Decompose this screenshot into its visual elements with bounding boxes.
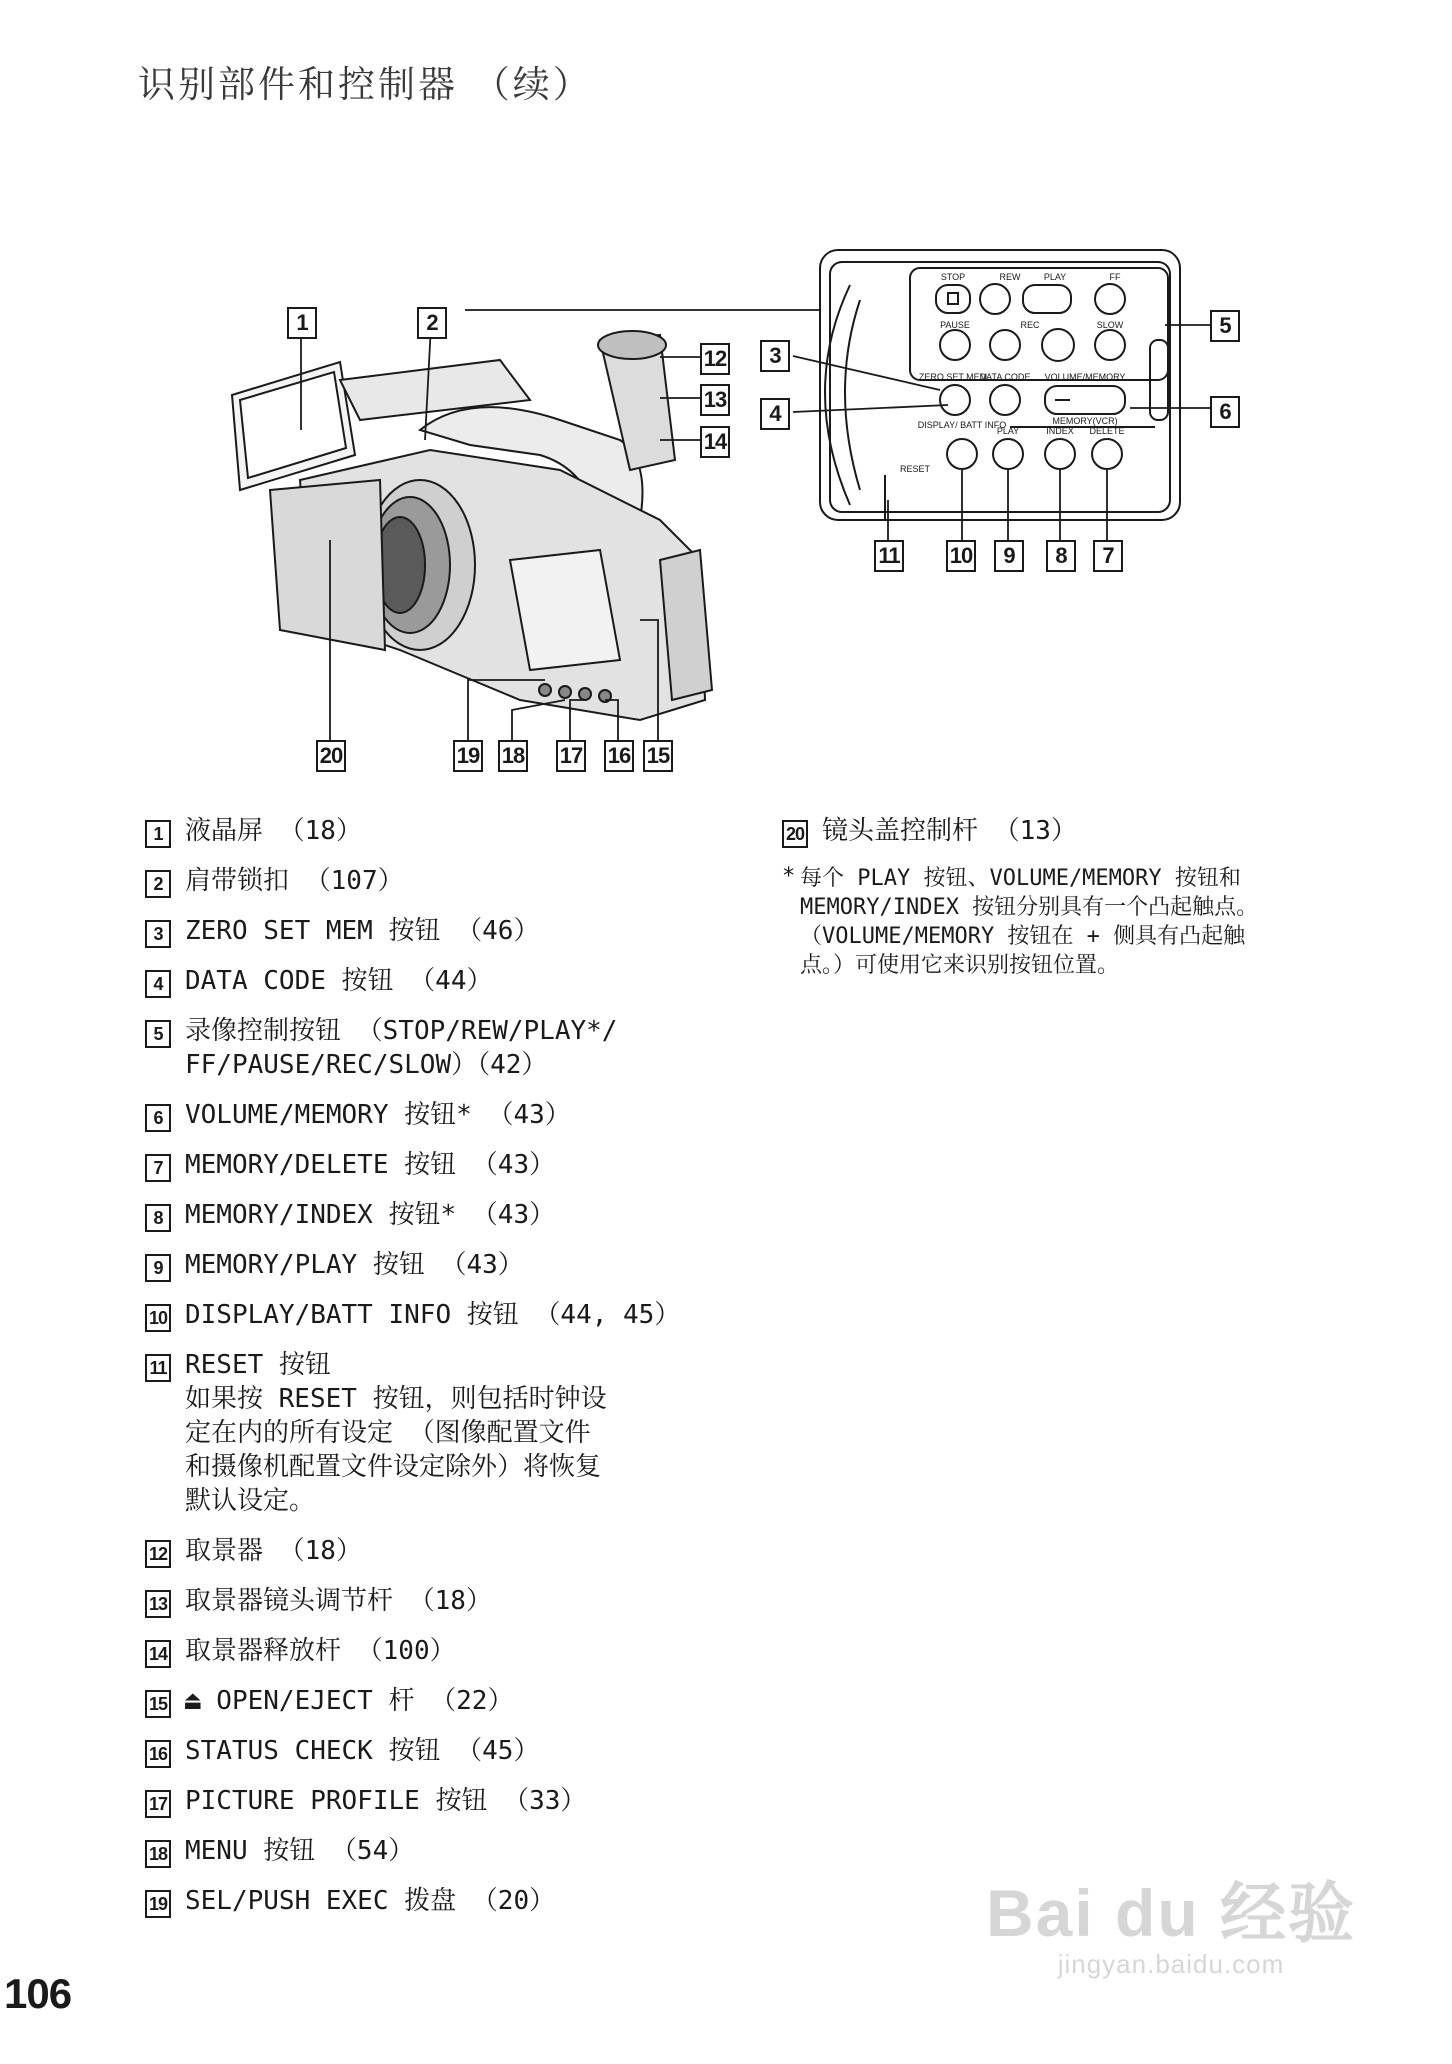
list-item [145,1734,745,1768]
label-delete: DELETE [1089,426,1125,436]
list-item [145,1148,745,1182]
callout-14: 14 [700,426,730,458]
item-text: VOLUME/MEMORY 按钮* （43） [185,1100,571,1130]
callout-2: 2 [417,307,447,339]
label-pause: PAUSE [940,320,970,330]
label-memory-vcr: MEMORY(VCR) [1052,416,1118,426]
item-text: 录像控制按钮 （STOP/REW/PLAY*/ FF/PAUSE/REC/SLOW）（42） [185,1016,618,1080]
callout-5: 5 [1210,310,1240,342]
label-display-batt-info: DISPLAY/ BATT INFO [917,420,1007,430]
item-number: 4 [145,970,171,998]
callout-16: 16 [604,740,634,772]
list-item [145,1684,745,1718]
item-text: ⏏ OPEN/EJECT 杆 （22） [185,1686,514,1716]
callout-17: 17 [556,740,586,772]
callout-1: 1 [287,307,317,339]
list-item [145,1534,745,1568]
label-slow: SLOW [1096,320,1124,330]
label-rec: REC [1020,320,1040,330]
callout-20: 20 [316,740,346,772]
item-number: 16 [145,1740,171,1768]
list-item [145,1784,745,1818]
item-number: 19 [145,1890,171,1918]
item-text: 镜头盖控制杆 （13） [822,816,1077,846]
footnote-star: * [782,864,796,889]
page-number: 106 [4,1970,72,2017]
item-number: 14 [145,1640,171,1668]
item-text: DATA CODE 按钮 （44） [185,966,493,996]
item-number: 8 [145,1204,171,1232]
item-number: 7 [145,1154,171,1182]
callout-19: 19 [453,740,483,772]
callout-3: 3 [760,340,790,372]
item-text: ZERO SET MEM 按钮 （46） [185,916,540,946]
list-item [782,814,1382,848]
camcorder-illustration [232,331,712,720]
label-zero-set-mem: ZERO SET MEM [918,372,988,382]
list-item [145,814,745,848]
item-number: 10 [145,1304,171,1332]
list-item [145,1248,745,1282]
item-number: 5 [145,1020,171,1048]
list-item [145,964,745,998]
item-number: 18 [145,1840,171,1868]
parts-list [145,814,745,1934]
list-item [145,1014,745,1082]
callout-13: 13 [700,384,730,416]
item-number: 1 [145,820,171,848]
item-text: 液晶屏 （18） [185,816,362,846]
watermark-logo: Bai du 经验 [985,1876,1356,1950]
item-number: 6 [145,1104,171,1132]
item-text: SEL/PUSH EXEC 拨盘 （20） [185,1886,556,1916]
item-number: 3 [145,920,171,948]
item-text: STATUS CHECK 按钮 （45） [185,1736,540,1766]
callout-12: 12 [700,343,730,375]
list-item [145,1348,745,1518]
list-item [145,1098,745,1132]
item-text: RESET 按钮 如果按 RESET 按钮，则包括时钟设 定在内的所有设定 （图像配置文件 和摄像机配置文件设定除外）将恢复 默认设定。 [185,1350,607,1516]
page-title: 识别部件和控制器 （续） [138,63,593,106]
label-play2: PLAY [996,426,1020,436]
callout-15: 15 [643,740,673,772]
watermark-url: jingyan.baidu.com [1057,1949,1285,1979]
item-text: DISPLAY/BATT INFO 按钮 （44, 45） [185,1300,681,1330]
item-text: 取景器释放杆 （100） [185,1636,456,1666]
label-volume-memory: VOLUME/MEMORY [1044,372,1126,382]
item-text: PICTURE PROFILE 按钮 （33） [185,1786,587,1816]
callout-18: 18 [498,740,528,772]
label-index: INDEX [1046,426,1074,436]
item-number: 17 [145,1790,171,1818]
item-number: 13 [145,1590,171,1618]
callout-10: 10 [946,540,976,572]
list-item [145,1584,745,1618]
callout-8: 8 [1046,540,1076,572]
item-number: 2 [145,870,171,898]
label-data-code: DATA CODE [979,372,1031,382]
item-text: 取景器镜头调节杆 （18） [185,1586,492,1616]
item-text: MENU 按钮 （54） [185,1836,415,1866]
item-number: 15 [145,1690,171,1718]
list-item [145,914,745,948]
label-rew: REW [999,272,1021,282]
label-reset: RESET [899,464,931,474]
list-item [145,1298,745,1332]
callout-7: 7 [1093,540,1123,572]
footnote-text: 每个 PLAY 按钮、VOLUME/MEMORY 按钮和 MEMORY/INDEX 按钮分别具有一个凸起触点。 （VOLUME/MEMORY 按钮在 + 侧具有凸起触 点。）可使用它来识别按钮位置。 [800,866,1259,978]
baidu-watermark [986,1860,1356,1980]
list-item [145,864,745,898]
item-text: MEMORY/PLAY 按钮 （43） [185,1250,524,1280]
item-text: MEMORY/INDEX 按钮* （43） [185,1200,556,1230]
callout-4: 4 [760,398,790,430]
footnote [782,864,1382,980]
item-number: 20 [782,820,808,848]
item-number: 12 [145,1540,171,1568]
item-number: 11 [145,1354,171,1382]
callout-11: 11 [874,540,904,572]
list-item [145,1884,745,1918]
label-play: PLAY [1043,272,1067,282]
right-column [782,814,1382,980]
label-ff: FF [1109,272,1121,282]
callout-6: 6 [1210,396,1240,428]
list-item [145,1834,745,1868]
item-number: 9 [145,1254,171,1282]
item-text: MEMORY/DELETE 按钮 （43） [185,1150,556,1180]
label-stop: STOP [940,272,966,282]
item-text: 取景器 （18） [185,1536,362,1566]
list-item [145,1634,745,1668]
item-text: 肩带锁扣 （107） [185,866,404,896]
control-panel [820,250,1180,520]
list-item [145,1198,745,1232]
callout-9: 9 [994,540,1024,572]
